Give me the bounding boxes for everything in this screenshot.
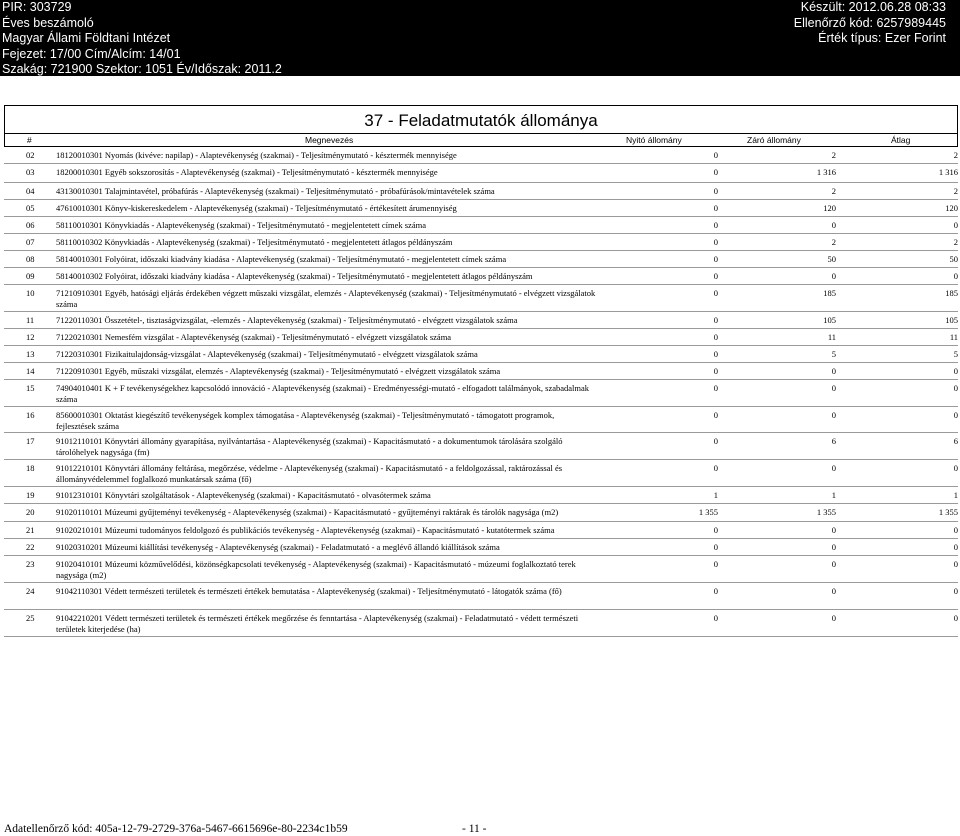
opening-value: 0 bbox=[713, 220, 718, 230]
row-number: 19 bbox=[26, 490, 35, 500]
opening-value: 0 bbox=[713, 525, 718, 535]
opening-value: 0 bbox=[713, 315, 718, 325]
row-description: 71220310301 Fizikaitulajdonság-vizsgálat - Alaptevékenység (szakmai) - Teljesítménymutató - elvégzett vizsgálatok száma bbox=[56, 349, 478, 359]
column-header-average: Átlag bbox=[891, 135, 911, 145]
closing-value: 2 bbox=[831, 150, 836, 160]
opening-value: 0 bbox=[713, 150, 718, 160]
row-description: 71220910301 Egyéb, műszaki vizsgálat, elemzés - Alaptevékenység (szakmai) - Teljesítménymutató - elvégzett vizsgálatok száma bbox=[56, 366, 501, 376]
table-row bbox=[4, 504, 958, 522]
closing-value: 2 bbox=[831, 186, 836, 196]
header-right bbox=[794, 0, 946, 47]
average-value: 0 bbox=[953, 271, 958, 281]
table-row bbox=[4, 234, 958, 251]
closing-value: 2 bbox=[831, 237, 836, 247]
average-value: 185 bbox=[945, 288, 958, 298]
average-value: 0 bbox=[953, 542, 958, 552]
opening-value: 0 bbox=[713, 254, 718, 264]
created-date: Készült: 2012.06.28 08:33 bbox=[800, 0, 946, 14]
row-description: 58140010302 Folyóirat, időszaki kiadvány kiadása - Alaptevékenység (szakmai) - Teljesítménymutató - megjelentetett átlagos példányszám bbox=[56, 271, 533, 281]
table-row bbox=[4, 460, 958, 487]
average-value: 0 bbox=[953, 525, 958, 535]
average-value: 11 bbox=[949, 332, 958, 342]
average-value: 120 bbox=[945, 203, 958, 213]
closing-value: 0 bbox=[831, 220, 836, 230]
closing-value: 0 bbox=[831, 559, 836, 569]
row-description: 91020410101 Múzeumi közművelődési, közönségkapcsolati tevékenység - Alaptevékenység (szakmai) - Kapacitásmutató - múzeumi foglalkoztató terek nagysága (m2) bbox=[56, 559, 576, 580]
table-row bbox=[4, 522, 958, 539]
table-row bbox=[4, 556, 958, 583]
row-description: 47610010301 Könyv-kiskereskedelem - Alaptevékenység (szakmai) - Teljesítménymutató - értékesített árumennyiség bbox=[56, 203, 457, 213]
indicator-table bbox=[4, 105, 958, 637]
table-row bbox=[4, 433, 958, 460]
institution-name: Magyar Állami Földtani Intézet bbox=[2, 31, 171, 45]
average-value: 0 bbox=[953, 559, 958, 569]
opening-value: 0 bbox=[713, 559, 718, 569]
table-title: 37 - Feladatmutatók állománya bbox=[4, 105, 958, 133]
row-number: 21 bbox=[26, 525, 35, 535]
report-header bbox=[0, 0, 960, 76]
sector-info: Szakág: 721900 Szektor: 1051 Év/Időszak: 2011.2 bbox=[2, 62, 282, 76]
closing-value: 0 bbox=[831, 525, 836, 535]
average-value: 0 bbox=[953, 613, 958, 623]
row-description: 91020110101 Múzeumi gyűjteményi tevékenység - Alaptevékenység (szakmai) - Kapacitásmutató - gyűjteményi raktárak és tárolók nagysága (m2) bbox=[56, 507, 559, 517]
average-value: 0 bbox=[953, 220, 958, 230]
row-description: 85600010301 Oktatást kiegészítő tevékenységek komplex támogatása - Alaptevékenység (szakmai) - Teljesítménymutató - támogatott programok, fejlesztések száma bbox=[56, 410, 555, 431]
table-row bbox=[4, 200, 958, 217]
average-value: 1 316 bbox=[938, 167, 958, 177]
table-column-headers bbox=[4, 133, 958, 147]
table-row bbox=[4, 407, 958, 433]
average-value: 2 bbox=[953, 237, 958, 247]
table-row bbox=[4, 487, 958, 504]
row-number: 18 bbox=[26, 463, 35, 473]
row-number: 06 bbox=[26, 220, 35, 230]
opening-value: 0 bbox=[713, 288, 718, 298]
closing-value: 185 bbox=[823, 288, 836, 298]
average-value: 2 bbox=[953, 186, 958, 196]
row-number: 23 bbox=[26, 559, 35, 569]
average-value: 1 bbox=[953, 490, 958, 500]
column-header-opening: Nyitó állomány bbox=[626, 135, 682, 145]
closing-value: 0 bbox=[831, 586, 836, 596]
table-row bbox=[4, 164, 958, 183]
row-number: 15 bbox=[26, 383, 35, 393]
value-type: Érték típus: Ezer Forint bbox=[818, 31, 946, 45]
average-value: 105 bbox=[945, 315, 958, 325]
page-footer bbox=[4, 822, 487, 836]
row-number: 13 bbox=[26, 349, 35, 359]
opening-value: 0 bbox=[713, 463, 718, 473]
opening-value: 0 bbox=[713, 613, 718, 623]
table-row bbox=[4, 312, 958, 329]
average-value: 0 bbox=[953, 586, 958, 596]
average-value: 2 bbox=[953, 150, 958, 160]
row-number: 11 bbox=[26, 315, 35, 325]
opening-value: 0 bbox=[713, 203, 718, 213]
row-description: 58110010301 Könyvkiadás - Alaptevékenység (szakmai) - Teljesítménymutató - megjelentetett címek száma bbox=[56, 220, 426, 230]
row-number: 10 bbox=[26, 288, 35, 298]
closing-value: 0 bbox=[831, 383, 836, 393]
row-description: 58110010302 Könyvkiadás - Alaptevékenység (szakmai) - Teljesítménymutató - megjelentetett átlagos példányszám bbox=[56, 237, 453, 247]
row-number: 07 bbox=[26, 237, 35, 247]
row-number: 16 bbox=[26, 410, 35, 420]
table-row bbox=[4, 251, 958, 268]
closing-value: 6 bbox=[831, 436, 836, 446]
table-row bbox=[4, 346, 958, 363]
average-value: 0 bbox=[953, 410, 958, 420]
page-number: - 11 - bbox=[462, 823, 487, 835]
opening-value: 0 bbox=[713, 366, 718, 376]
row-number: 04 bbox=[26, 186, 35, 196]
opening-value: 0 bbox=[713, 271, 718, 281]
closing-value: 0 bbox=[831, 271, 836, 281]
closing-value: 0 bbox=[831, 542, 836, 552]
closing-value: 0 bbox=[831, 463, 836, 473]
table-row bbox=[4, 268, 958, 285]
row-number: 25 bbox=[26, 613, 35, 623]
opening-value: 0 bbox=[713, 436, 718, 446]
average-value: 0 bbox=[953, 463, 958, 473]
closing-value: 1 bbox=[831, 490, 836, 500]
closing-value: 1 316 bbox=[816, 167, 836, 177]
row-description: 91042210201 Védett természeti területek és természeti értékek megőrzése és fenntartása - Alaptevékenység (szakmai) - Feladatmutató - védett természeti területek kiterjedése (ha) bbox=[56, 613, 579, 634]
footer-check-code: Adatellenőrző kód: 405a-12-79-2729-376a-5467-6615696e-80-2234c1b59 bbox=[4, 823, 348, 835]
row-number: 12 bbox=[26, 332, 35, 342]
average-value: 6 bbox=[953, 436, 958, 446]
opening-value: 0 bbox=[713, 542, 718, 552]
table-row bbox=[4, 380, 958, 407]
row-description: 43130010301 Talajmintavétel, próbafúrás - Alaptevékenység (szakmai) - Teljesítménymutató - próbafúrások/mintavételek száma bbox=[56, 186, 495, 196]
table-row bbox=[4, 285, 958, 312]
table-body bbox=[4, 147, 958, 637]
closing-value: 50 bbox=[827, 254, 836, 264]
closing-value: 5 bbox=[831, 349, 836, 359]
opening-value: 0 bbox=[713, 410, 718, 420]
column-header-name: Megnevezés bbox=[305, 135, 354, 145]
row-description: 74904010401 K + F tevékenységekhez kapcsolódó innováció - Alaptevékenység (szakmai) - Eredményességi-mutató - elfogadott találmányok, szabadalmak száma bbox=[56, 383, 590, 404]
table-row bbox=[4, 329, 958, 346]
row-description: 91020210101 Múzeumi tudományos feldolgozó és publikációs tevékenység - Alaptevékenység (szakmai) - Kapacitásmutató - kutatótermek száma bbox=[56, 525, 555, 535]
opening-value: 0 bbox=[713, 332, 718, 342]
closing-value: 0 bbox=[831, 613, 836, 623]
row-number: 22 bbox=[26, 542, 35, 552]
row-description: 91012110101 Könyvtári állomány gyarapítása, nyilvántartása - Alaptevékenység (szakmai) - Kapacitásmutató - a dokumentumok tárolására szolgáló tárolóhelyek nagysága (fm) bbox=[56, 436, 563, 457]
row-description: 91042110301 Védett természeti területek és természeti értékek bemutatása - Alaptevékenység (szakmai) - Teljesítménymutató - látogatók száma (fő) bbox=[56, 586, 562, 596]
table-row bbox=[4, 147, 958, 164]
opening-value: 0 bbox=[713, 237, 718, 247]
row-number: 02 bbox=[26, 150, 35, 160]
opening-value: 0 bbox=[713, 349, 718, 359]
opening-value: 0 bbox=[713, 186, 718, 196]
table-row bbox=[4, 363, 958, 380]
row-number: 24 bbox=[26, 586, 35, 596]
row-description: 18120010301 Nyomás (kivéve: napilap) - Alaptevékenység (szakmai) - Teljesítménymutató - késztermék mennyisége bbox=[56, 150, 457, 160]
closing-value: 1 355 bbox=[816, 507, 836, 517]
average-value: 0 bbox=[953, 366, 958, 376]
document-type: Éves beszámoló bbox=[2, 15, 94, 30]
row-description: 71210910301 Egyéb, hatósági eljárás érdekében végzett műszaki vizsgálat, elemzés - Alaptevékenység (szakmai) - Teljesítménymutató - elvégzett vizsgálatok száma bbox=[56, 288, 596, 309]
closing-value: 0 bbox=[831, 410, 836, 420]
row-number: 14 bbox=[26, 366, 35, 376]
row-number: 09 bbox=[26, 271, 35, 281]
column-header-num: # bbox=[27, 135, 32, 145]
table-row bbox=[4, 539, 958, 556]
row-description: 18200010301 Egyéb sokszorosítás - Alaptevékenység (szakmai) - Teljesítménymutató - késztermék mennyisége bbox=[56, 167, 438, 177]
average-value: 5 bbox=[953, 349, 958, 359]
row-number: 20 bbox=[26, 507, 35, 517]
opening-value: 0 bbox=[713, 586, 718, 596]
row-number: 17 bbox=[26, 436, 35, 446]
closing-value: 105 bbox=[823, 315, 836, 325]
check-code: Ellenőrző kód: 6257989445 bbox=[793, 15, 946, 30]
table-row bbox=[4, 583, 958, 610]
table-row bbox=[4, 217, 958, 234]
table-row bbox=[4, 610, 958, 637]
row-description: 91020310201 Múzeumi kiállítási tevékenység - Alaptevékenység (szakmai) - Feladatmutató - a meglévő állandó kiállítások száma bbox=[56, 542, 500, 552]
pir-code: PIR: 303729 bbox=[2, 0, 72, 14]
opening-value: 1 355 bbox=[698, 507, 718, 517]
row-description: 58140010301 Folyóirat, időszaki kiadvány kiadása - Alaptevékenység (szakmai) - Teljesítménymutató - megjelentetett címek száma bbox=[56, 254, 507, 264]
closing-value: 120 bbox=[823, 203, 836, 213]
average-value: 0 bbox=[953, 383, 958, 393]
row-description: 91012310101 Könyvtári szolgáltatások - Alaptevékenység (szakmai) - Kapacitásmutató - olvasótermek száma bbox=[56, 490, 431, 500]
row-description: 71220210301 Nemesfém vizsgálat - Alaptevékenység (szakmai) - Teljesítménymutató - elvégzett vizsgálatok száma bbox=[56, 332, 452, 342]
average-value: 1 355 bbox=[938, 507, 958, 517]
column-header-closing: Záró állomány bbox=[747, 135, 801, 145]
row-number: 05 bbox=[26, 203, 35, 213]
opening-value: 1 bbox=[713, 490, 718, 500]
opening-value: 0 bbox=[713, 167, 718, 177]
row-number: 03 bbox=[26, 167, 35, 177]
row-description: 71220110301 Összetétel-, tisztaságvizsgálat, -elemzés - Alaptevékenység (szakmai) - Teljesítménymutató - elvégzett vizsgálatok száma bbox=[56, 315, 518, 325]
opening-value: 0 bbox=[713, 383, 718, 393]
header-left bbox=[2, 0, 282, 78]
average-value: 50 bbox=[949, 254, 958, 264]
closing-value: 11 bbox=[827, 332, 836, 342]
chapter-info: Fejezet: 17/00 Cím/Alcím: 14/01 bbox=[2, 46, 181, 61]
row-description: 91012210101 Könyvtári állomány feltárása, megőrzése, védelme - Alaptevékenység (szakmai) - Kapacitásmutató - a feldolgozással, raktározással és állományvédelemmel foglalkozó munkatársak száma (fő) bbox=[56, 463, 563, 484]
table-row bbox=[4, 183, 958, 200]
row-number: 08 bbox=[26, 254, 35, 264]
closing-value: 0 bbox=[831, 366, 836, 376]
